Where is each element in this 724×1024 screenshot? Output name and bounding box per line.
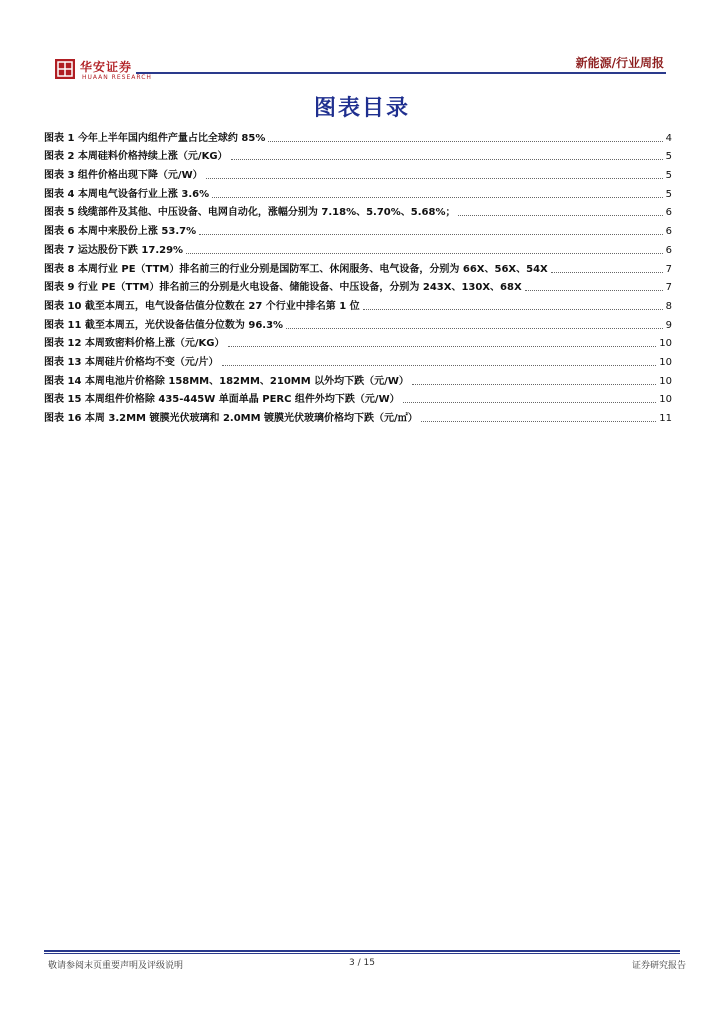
toc-entry[interactable] — [44, 126, 672, 145]
toc-entry[interactable] — [44, 369, 672, 388]
toc-entry-label: 图表 6 本周中来股份上涨 53.7% — [44, 226, 197, 238]
toc-entry-page: 7 — [665, 263, 672, 275]
toc-dot-leader — [186, 253, 663, 254]
toc-entry-label: 图表 12 本周致密料价格上涨（元/KG） — [44, 338, 225, 350]
page-header — [44, 50, 680, 90]
toc-dot-leader — [222, 365, 657, 366]
toc-dot-leader — [231, 159, 663, 160]
toc-entry-page: 5 — [665, 188, 672, 200]
toc-entry[interactable] — [44, 294, 672, 313]
toc-dot-leader — [212, 197, 662, 198]
toc-dot-leader — [525, 290, 663, 291]
footer-disclaimer: 敬请参阅末页重要声明及评级说明 — [48, 961, 184, 971]
toc-dot-leader — [458, 215, 662, 216]
toc-dot-leader — [228, 346, 657, 347]
report-category: 新能源/行业周报 — [575, 56, 664, 70]
toc-entry-page: 10 — [659, 375, 672, 387]
toc-entry-page: 6 — [665, 226, 672, 238]
toc-entry[interactable] — [44, 238, 672, 257]
toc-dot-leader — [412, 384, 656, 385]
toc-entry-label: 图表 15 本周组件价格除 435-445W 单面单晶 PERC 组件外均下跌（元/W） — [44, 394, 400, 406]
toc-entry-label: 图表 11 截至本周五，光伏设备估值分位数为 96.3% — [44, 319, 284, 331]
footer-doc-type: 证券研究报告 — [631, 961, 686, 971]
footer-divider-thin — [44, 953, 680, 954]
toc-entry-page: 7 — [665, 282, 672, 294]
toc-entry[interactable] — [44, 313, 672, 332]
toc-entry-page: 10 — [659, 394, 672, 406]
toc-entry-label: 图表 2 本周硅料价格持续上涨（元/KG） — [44, 151, 228, 163]
footer-divider — [44, 950, 680, 952]
toc-entry-label: 图表 4 本周电气设备行业上涨 3.6% — [44, 188, 210, 200]
toc-entry-page: 10 — [659, 356, 672, 368]
toc-entry[interactable] — [44, 332, 672, 351]
brand-name-cn: 华安证券 — [80, 60, 133, 74]
toc-dot-leader — [268, 141, 662, 142]
toc-entry-label: 图表 14 本周电池片价格除 158MM、182MM、210MM 以外均下跌（元/W） — [44, 375, 409, 387]
toc-entry-label: 图表 16 本周 3.2MM 镀膜光伏玻璃和 2.0MM 镀膜光伏玻璃价格均下跌（元/㎡） — [44, 413, 418, 424]
toc-entry[interactable] — [44, 163, 672, 182]
toc-entry-page: 10 — [659, 338, 672, 350]
toc-entry-page: 6 — [665, 207, 672, 219]
toc-entry-label: 图表 3 组件价格出现下降（元/W） — [44, 170, 203, 182]
toc-entry-label: 图表 10 截至本周五，电气设备估值分位数在 27 个行业中排名第 1 位 — [44, 300, 360, 312]
figure-table-of-contents — [44, 126, 672, 425]
toc-entry[interactable] — [44, 350, 672, 369]
toc-entry[interactable] — [44, 182, 672, 201]
toc-entry-label: 图表 8 本周行业 PE（TTM）排名前三的行业分别是国防军工、休闲服务、电气设备，分别为 66X、56X、54X — [44, 263, 548, 275]
huaan-logo-icon — [54, 58, 76, 80]
toc-entry-page: 11 — [659, 413, 672, 424]
toc-entry-page: 9 — [665, 319, 672, 331]
toc-entry-page: 8 — [665, 300, 672, 312]
toc-dot-leader — [286, 328, 663, 329]
page-number: 3 / 15 — [349, 958, 375, 968]
toc-entry-label: 图表 9 行业 PE（TTM）排名前三的分别是火电设备、储能设备、中压设备，分别为 243X、130X、68X — [44, 282, 522, 294]
toc-entry-page: 5 — [665, 170, 672, 182]
toc-entry[interactable] — [44, 219, 672, 238]
toc-entry[interactable] — [44, 145, 672, 164]
brand-name-en: HUAAN RESEARCH — [82, 74, 152, 81]
header-divider — [136, 72, 666, 74]
toc-dot-leader — [403, 402, 657, 403]
toc-dot-leader — [551, 272, 663, 273]
toc-dot-leader — [206, 178, 663, 179]
toc-entry[interactable] — [44, 276, 672, 295]
toc-entry[interactable] — [44, 257, 672, 276]
toc-entry-page: 5 — [665, 151, 672, 163]
toc-dot-leader — [421, 421, 657, 422]
toc-entry-page: 4 — [665, 132, 672, 144]
toc-entry[interactable] — [44, 201, 672, 220]
toc-entry-page: 6 — [665, 244, 672, 256]
page-title: 图表目录 — [313, 96, 410, 121]
toc-dot-leader — [199, 234, 663, 235]
toc-entry-label: 图表 7 运达股份下跌 17.29% — [44, 244, 184, 256]
toc-entry[interactable] — [44, 388, 672, 407]
toc-entry-label: 图表 13 本周硅片价格均不变（元/片） — [44, 356, 219, 368]
toc-entry-label: 图表 1 今年上半年国内组件产量占比全球约 85% — [44, 132, 266, 144]
toc-dot-leader — [363, 309, 663, 310]
toc-entry[interactable] — [44, 406, 672, 425]
toc-entry-label: 图表 5 线缆部件及其他、中压设备、电网自动化，涨幅分别为 7.18%、5.70%、5.68%； — [44, 207, 456, 219]
